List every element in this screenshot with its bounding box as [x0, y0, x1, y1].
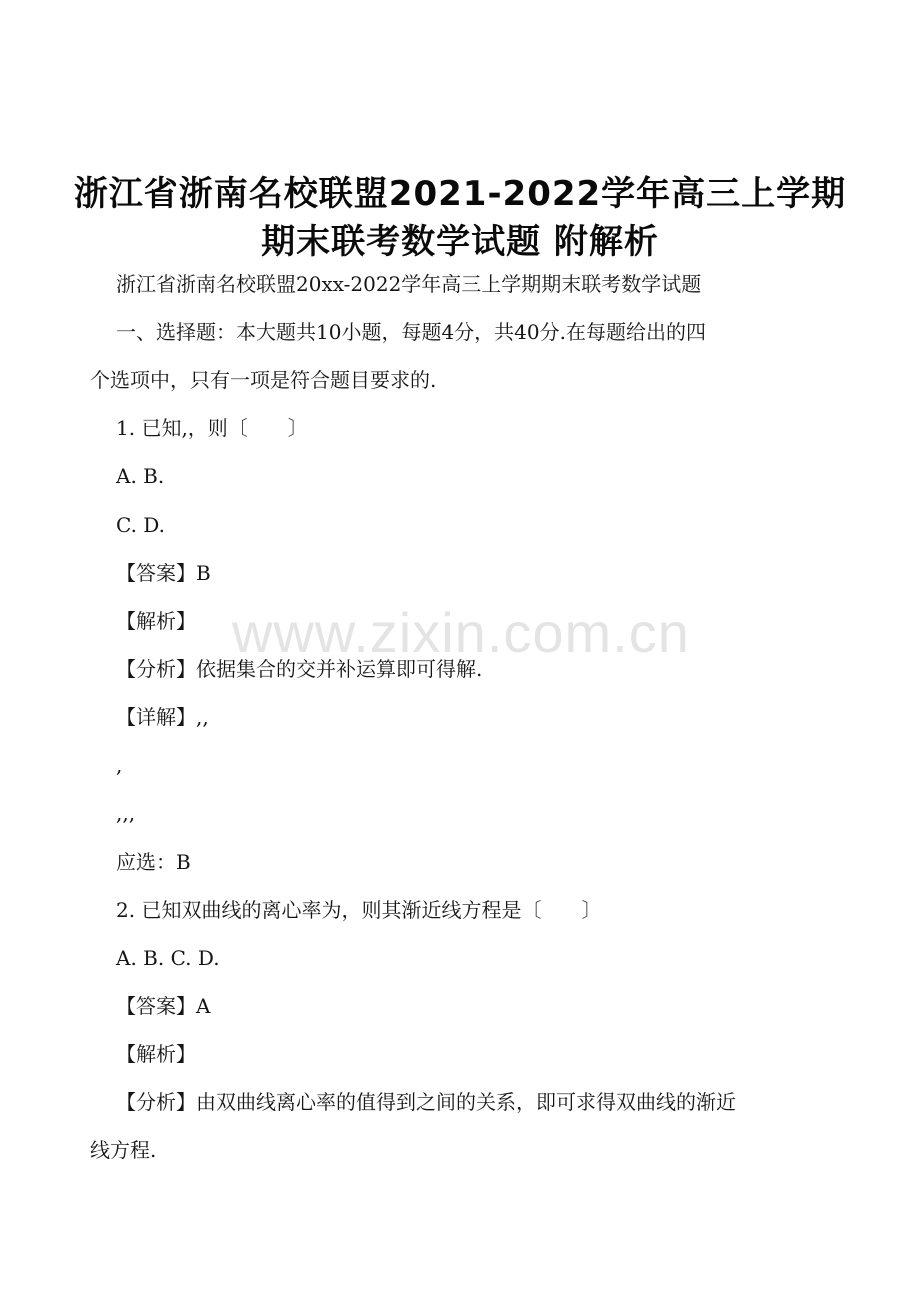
question-1-choice: 应选：B: [116, 850, 191, 874]
document-title-line-1: 浙江省浙南名校联盟2021-2022学年高三上学期: [73, 174, 847, 214]
question-1-options-ab: A. B.: [116, 464, 165, 488]
question-1-detail: 【详解】,,: [116, 705, 209, 729]
section-heading-line-1: 一、选择题：本大题共10小题，每题4分，共40分.在每题给出的四: [116, 320, 706, 344]
question-2-analysis-line-2: 线方程.: [90, 1138, 157, 1162]
question-1-options-cd: C. D.: [116, 513, 165, 537]
document-title-line-2: 期末联考数学试题 附解析: [261, 222, 659, 262]
question-1-answer: 【答案】B: [116, 561, 211, 585]
watermark: www.zixin.com.cn: [232, 601, 690, 664]
section-heading-line-2: 个选项中，只有一项是符合题目要求的.: [90, 368, 437, 392]
question-2-options: A. B. C. D.: [116, 946, 220, 970]
question-1-stem: 1. 已知,，则〔 〕: [116, 416, 308, 440]
question-2-analysis-label: 【解析】: [116, 1042, 196, 1066]
question-1-detail-line-3: ,,,: [116, 801, 136, 825]
question-2-stem: 2. 已知双曲线的离心率为，则其渐近线方程是〔 〕: [116, 898, 602, 922]
question-1-analysis: 【分析】依据集合的交并补运算即可得解.: [116, 657, 483, 681]
question-2-analysis-line-1: 【分析】由双曲线离心率的值得到之间的关系，即可求得双曲线的渐近: [116, 1090, 736, 1114]
question-1-detail-line-2: ,: [116, 753, 123, 777]
question-1-analysis-label: 【解析】: [116, 609, 196, 633]
document-subtitle: 浙江省浙南名校联盟20xx-2022学年高三上学期期末联考数学试题: [116, 272, 702, 296]
question-2-answer: 【答案】A: [116, 994, 211, 1018]
